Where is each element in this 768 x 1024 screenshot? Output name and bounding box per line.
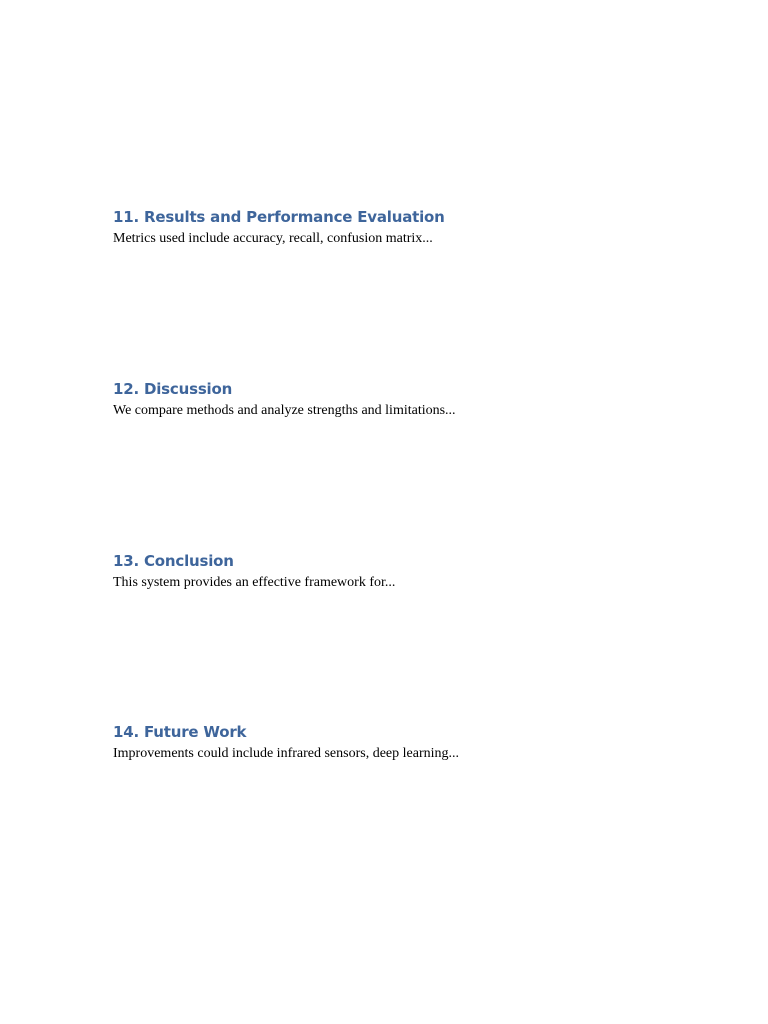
section-heading: 13. Conclusion xyxy=(113,552,234,570)
section-conclusion xyxy=(113,551,673,592)
section-heading: 11. Results and Performance Evaluation xyxy=(113,208,445,226)
section-body: Improvements could include infrared sensors, deep learning... xyxy=(113,746,460,761)
section-results xyxy=(113,207,673,248)
section-future-work xyxy=(113,722,673,763)
section-body: Metrics used include accuracy, recall, confusion matrix... xyxy=(113,231,433,246)
section-discussion xyxy=(113,379,673,420)
section-body: We compare methods and analyze strengths and limitations... xyxy=(113,403,456,418)
section-heading: 14. Future Work xyxy=(113,723,247,741)
section-body: This system provides an effective framework for... xyxy=(113,575,396,590)
section-heading: 12. Discussion xyxy=(113,380,233,398)
